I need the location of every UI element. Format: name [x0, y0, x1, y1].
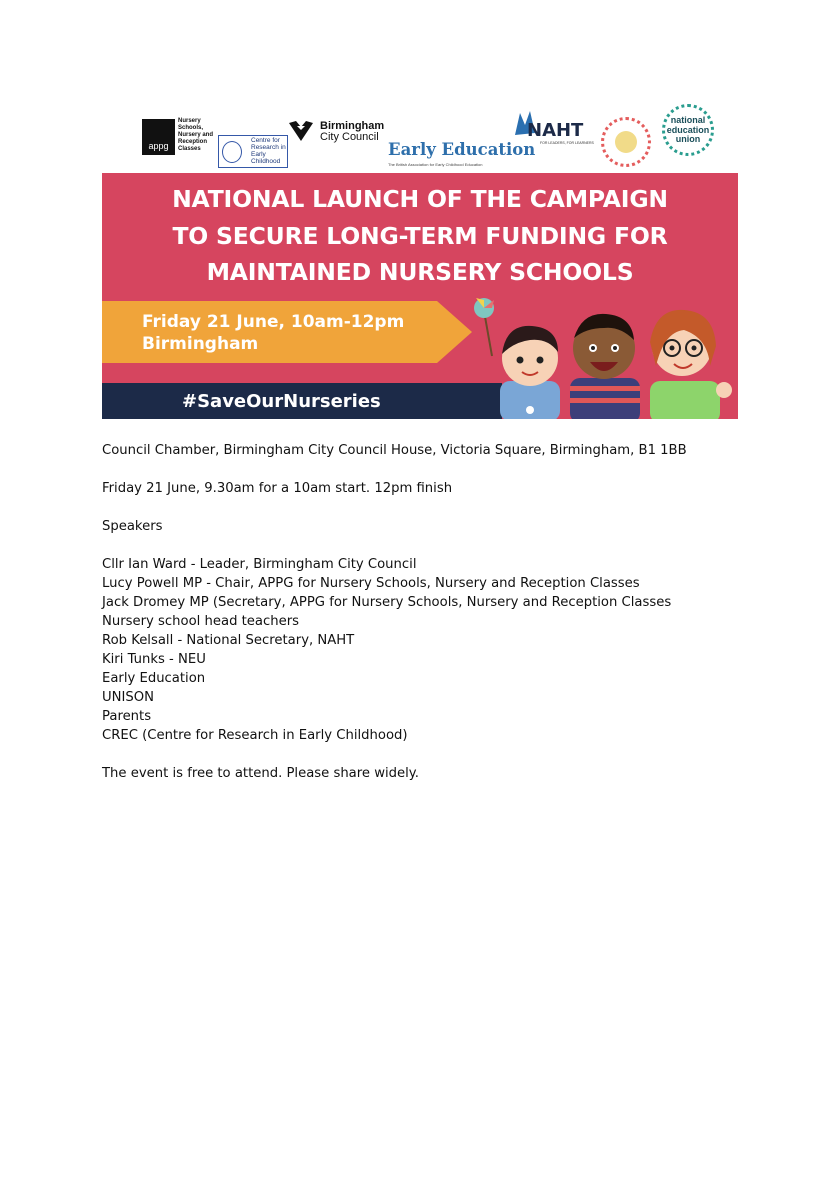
early-education-tagline: The British Association for Early Childhood Education: [388, 162, 483, 167]
headline-line: NATIONAL LAUNCH OF THE CAMPAIGN: [172, 185, 668, 213]
hashtag: #SaveOurNurseries: [182, 391, 381, 412]
crec-text-line: Research in: [251, 144, 286, 151]
event-city: Birmingham: [142, 334, 259, 354]
speaker-item: Nursery school head teachers: [102, 614, 300, 629]
speaker-item: Early Education: [102, 671, 206, 686]
headline-line: MAINTAINED NURSERY SCHOOLS: [206, 258, 634, 286]
speaker-item: UNISON: [102, 690, 155, 705]
crec-text-line: Early: [251, 151, 266, 158]
headline-line: TO SECURE LONG-TERM FUNDING FOR: [172, 221, 668, 250]
neu-text-line: union: [675, 134, 701, 144]
speakers-list: [102, 555, 742, 745]
banner-headline: [102, 181, 738, 291]
spacer: [102, 498, 742, 517]
spacer: [102, 460, 742, 479]
neu-text-line: education: [666, 124, 710, 135]
appg-text-line: Nursery and: [178, 132, 214, 138]
event-date: Friday 21 June, 10am-12pm: [142, 312, 405, 332]
speaker-item: Lucy Powell MP - Chair, APPG for Nursery Schools, Nursery and Reception Classes: [102, 576, 640, 591]
speakers-heading: Speakers: [102, 519, 163, 534]
crec-text-line: Centre for: [251, 137, 280, 144]
neu-logo: [662, 116, 714, 145]
appg-text-line: Schools,: [178, 125, 204, 131]
appg-mark: appg: [148, 141, 169, 151]
speaker-item: Rob Kelsall - National Secretary, NAHT: [102, 633, 355, 648]
crec-logo: [218, 135, 288, 168]
speaker-item: CREC (Centre for Research in Early Childhood): [102, 728, 408, 743]
naht-tagline: FOR LEADERS, FOR LEARNERS: [540, 141, 594, 145]
appg-logo: [142, 119, 175, 155]
speaker-item: Jack Dromey MP (Secretary, APPG for Nursery Schools, Nursery and Reception Classes: [102, 595, 672, 610]
closing-text: The event is free to attend. Please share widely.: [102, 766, 419, 781]
spacer: [102, 745, 742, 764]
children-illustration: [470, 286, 738, 419]
event-time-text: Friday 21 June, 9.30am for a 10am start. 12pm finish: [102, 481, 453, 496]
event-details: [102, 441, 742, 783]
pinwheel-icon: [474, 298, 494, 356]
bcc-heart-icon: [288, 120, 314, 142]
bcc-logo-line2: City Council: [320, 131, 379, 143]
nursery-badge-center: [615, 131, 637, 153]
boy-middle-figure: [570, 314, 640, 419]
speaker-item: Kiri Tunks - NEU: [102, 652, 206, 667]
speaker-item: Parents: [102, 709, 152, 724]
event-banner: [102, 101, 738, 419]
neu-text-line: national: [670, 115, 706, 125]
crec-text-line: Childhood: [251, 158, 281, 165]
naht-logo: NAHT: [527, 120, 584, 141]
crec-logo-text: [251, 137, 286, 165]
spacer: [102, 536, 742, 555]
bcc-logo-line1: Birmingham: [320, 120, 385, 132]
child-face-icon: [222, 141, 242, 163]
girl-left-figure: [500, 326, 560, 419]
girl-right-figure: [650, 310, 732, 419]
appg-text-line: Classes: [178, 146, 201, 152]
appg-text-line: Reception: [178, 139, 208, 145]
event-date-block: [142, 311, 404, 355]
early-education-logo: Early Education: [388, 140, 536, 159]
appg-text-line: Nursery: [178, 118, 201, 124]
venue-text: Council Chamber, Birmingham City Council House, Victoria Square, Birmingham, B1 1BB: [102, 443, 687, 458]
speaker-item: Cllr Ian Ward - Leader, Birmingham City Council: [102, 557, 417, 572]
